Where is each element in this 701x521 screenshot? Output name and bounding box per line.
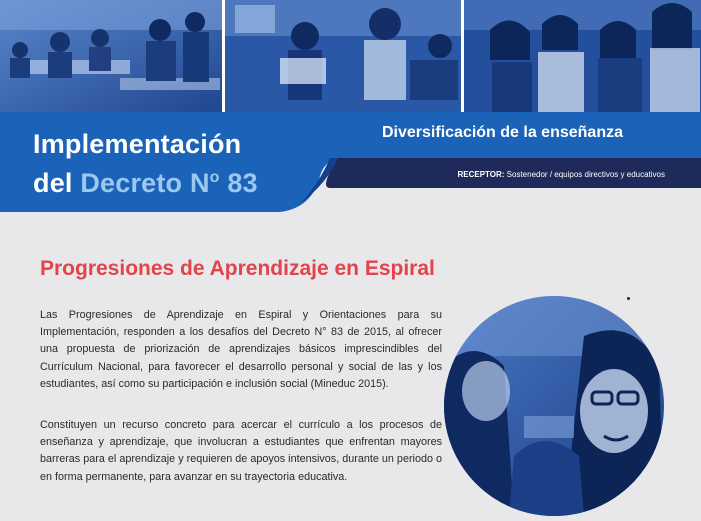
students-circle-photo	[444, 296, 664, 516]
title-line-2	[33, 161, 258, 200]
title-decree-superscript: o	[209, 169, 220, 186]
receptor-line	[457, 170, 665, 179]
section-title: Progresiones de Aprendizaje en Espiral	[40, 257, 435, 280]
title-decree-label: Decreto N	[80, 168, 210, 198]
title-prefix: del	[33, 168, 81, 198]
page-title	[33, 128, 258, 200]
receptor-label: RECEPTOR:	[457, 170, 505, 179]
body-paragraph: Las Progresiones de Aprendizaje en Espiral y Orientaciones para su Implementación, responden a los desafíos del Decreto N° 83 de 2015, al ofrecer una propuesta de priorización de aprendizajes básicos imprescindibles del Currículum Nacional, para favorecer el desarrollo personal y social de las y los estudiantes, así como su participación e inclusión social (Mineduc 2015).	[40, 309, 442, 390]
title-decree-number: 83	[219, 168, 258, 198]
header-subtitle: Diversificación de la enseñanza	[382, 124, 623, 141]
top-photo-strip	[0, 0, 701, 112]
receptor-value: Sostenedor / equipos directivos y educativos	[504, 170, 665, 179]
title-decree	[80, 168, 257, 198]
title-line-1: Implementación	[33, 129, 242, 159]
body-paragraph: Constituyen un recurso concreto para acercar el currículo a los procesos de enseñanza y aprendizaje, que involucran a estudiantes que enfrentan mayores barreras para el aprendizaje y requieren de apoyos intensivos, durante un periodo o en forma permanente, para avanzar en su trayectoria educativa.	[40, 419, 442, 483]
